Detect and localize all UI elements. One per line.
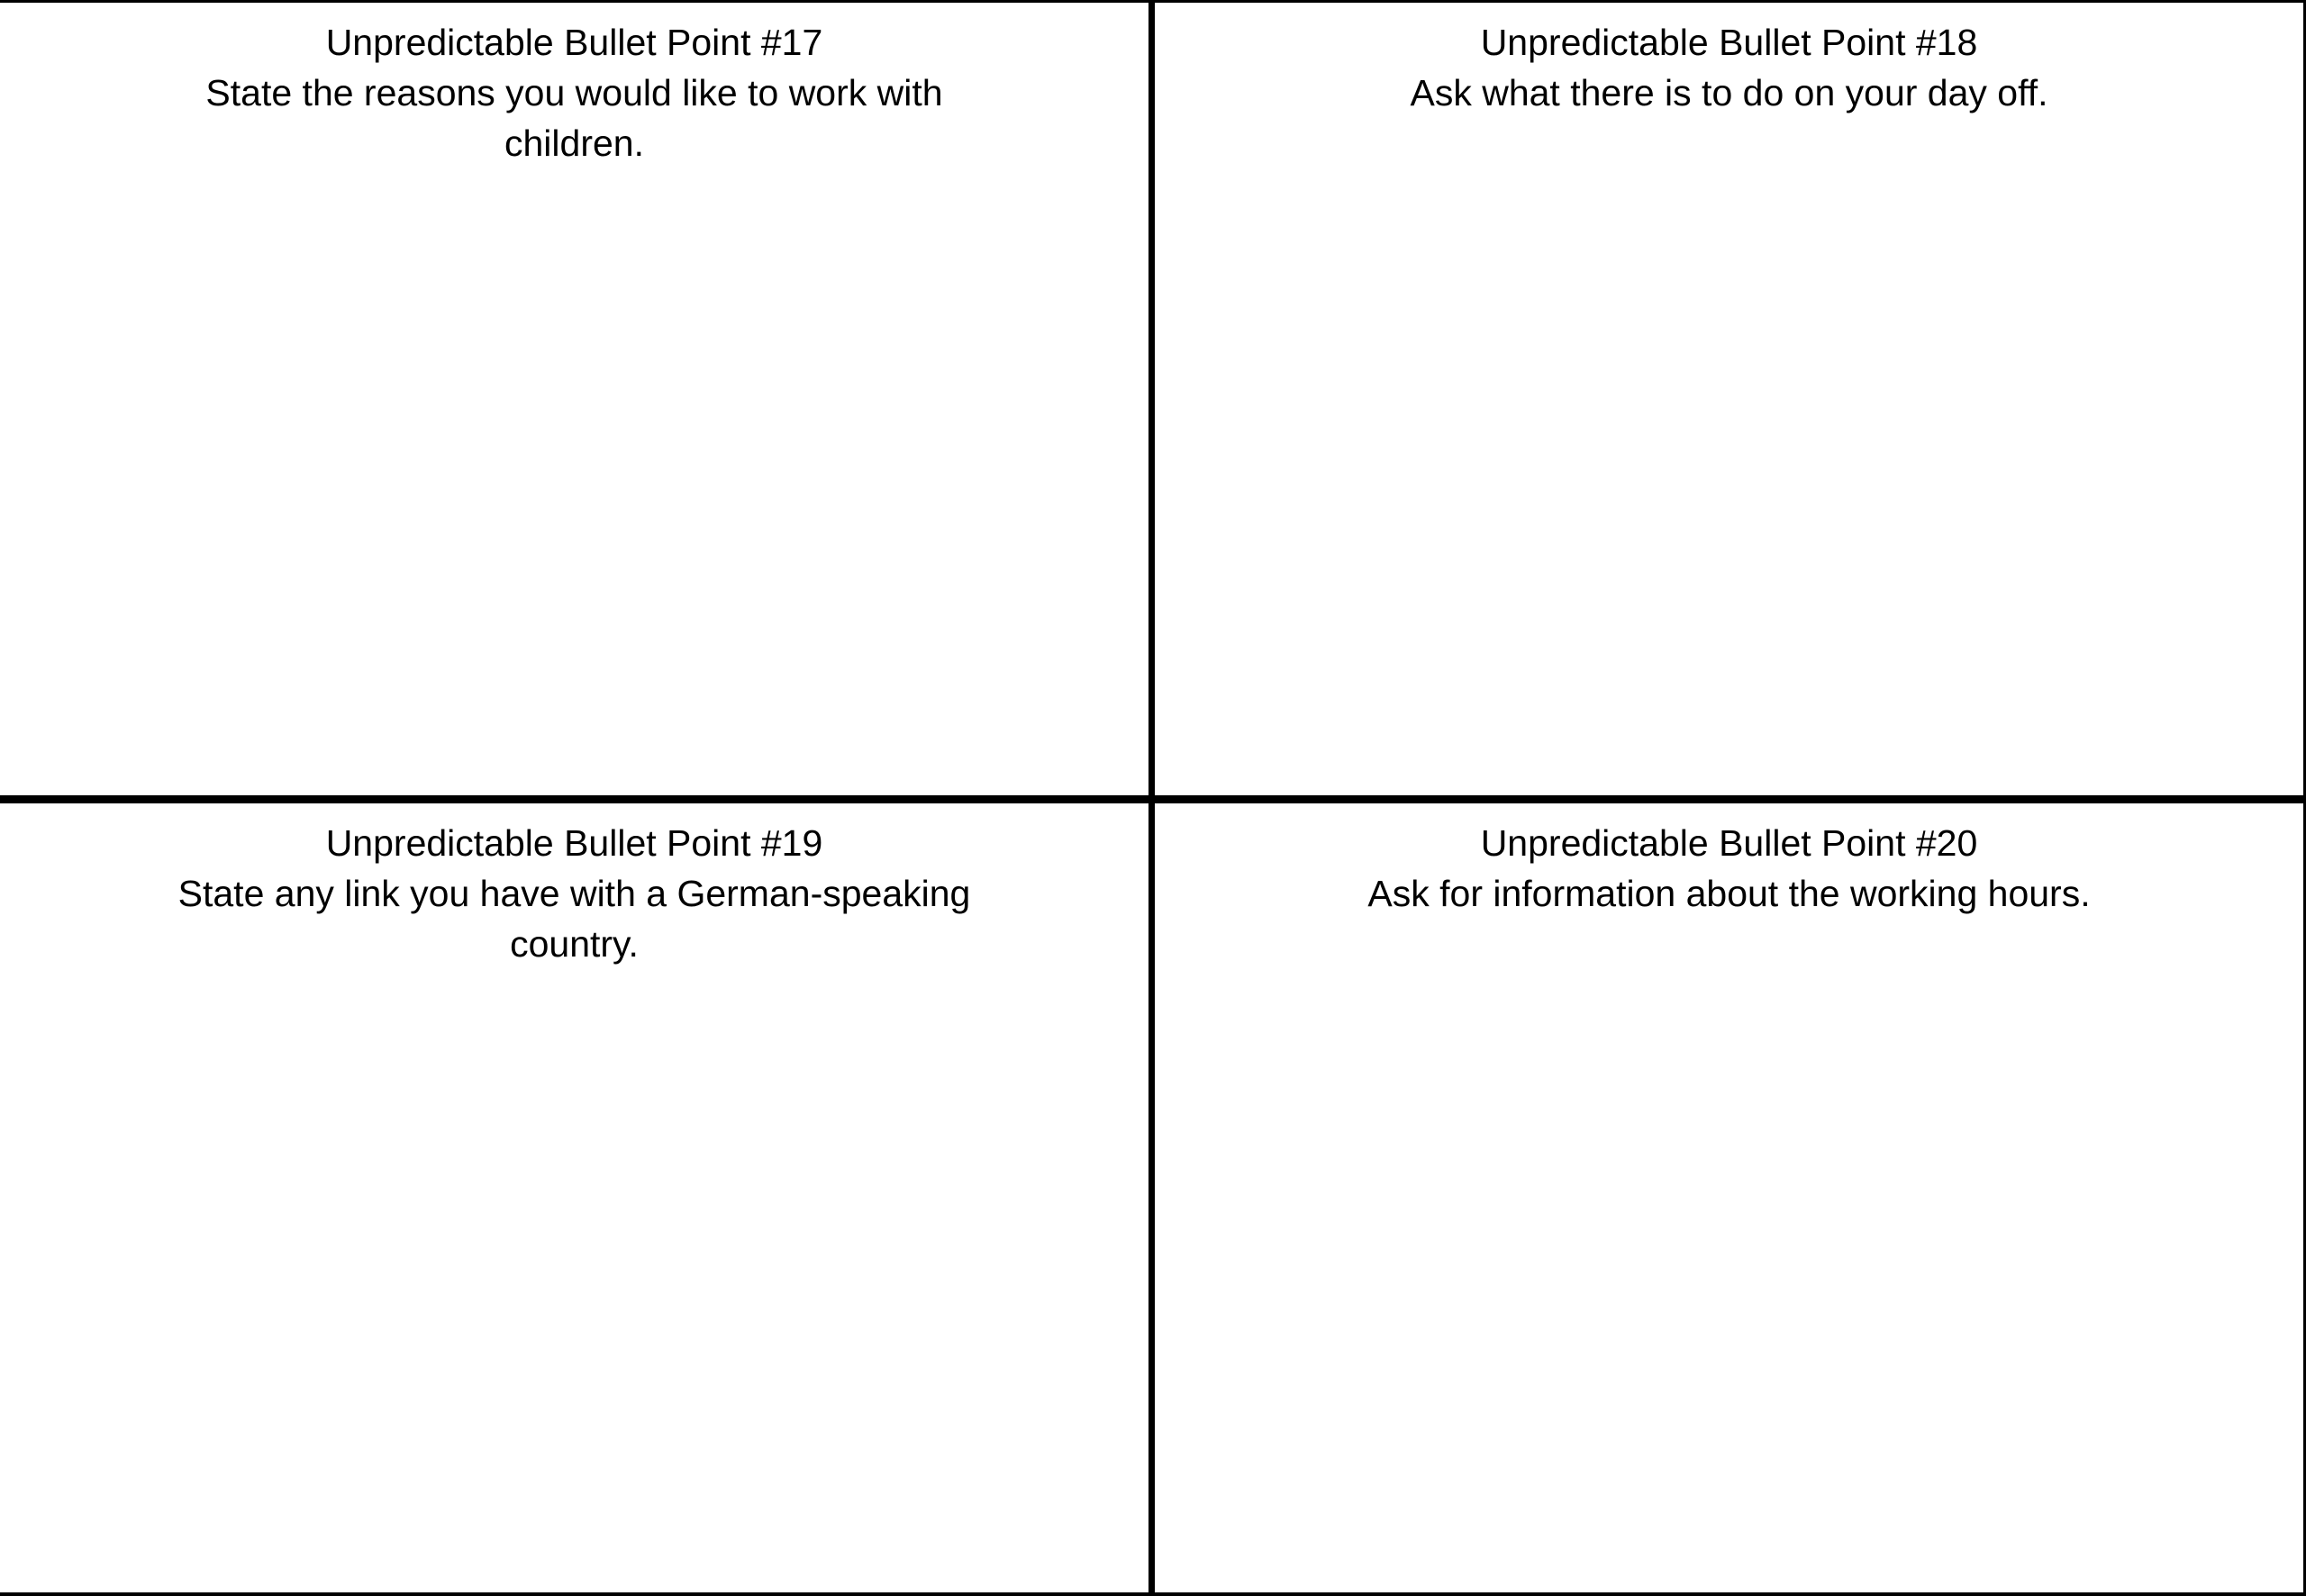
bullet-card-17 (0, 3, 1148, 795)
bullet-card-18 (1155, 3, 2303, 795)
card-title: Unpredictable Bullet Point #18 (1480, 22, 1978, 63)
card-prompt: State the reasons you would like to work with children. (205, 72, 943, 164)
card-prompt: Ask for information about the working hours. (1367, 873, 2091, 914)
card-title: Unpredictable Bullet Point #17 (325, 22, 823, 63)
card-title: Unpredictable Bullet Point #19 (325, 822, 823, 864)
card-prompt: Ask what there is to do on your day off. (1410, 72, 2048, 113)
bullet-card-19 (0, 803, 1148, 1592)
bullet-card-20 (1155, 803, 2303, 1592)
card-prompt: State any link you have with a German-speaking country. (177, 873, 971, 965)
card-title: Unpredictable Bullet Point #20 (1480, 822, 1978, 864)
